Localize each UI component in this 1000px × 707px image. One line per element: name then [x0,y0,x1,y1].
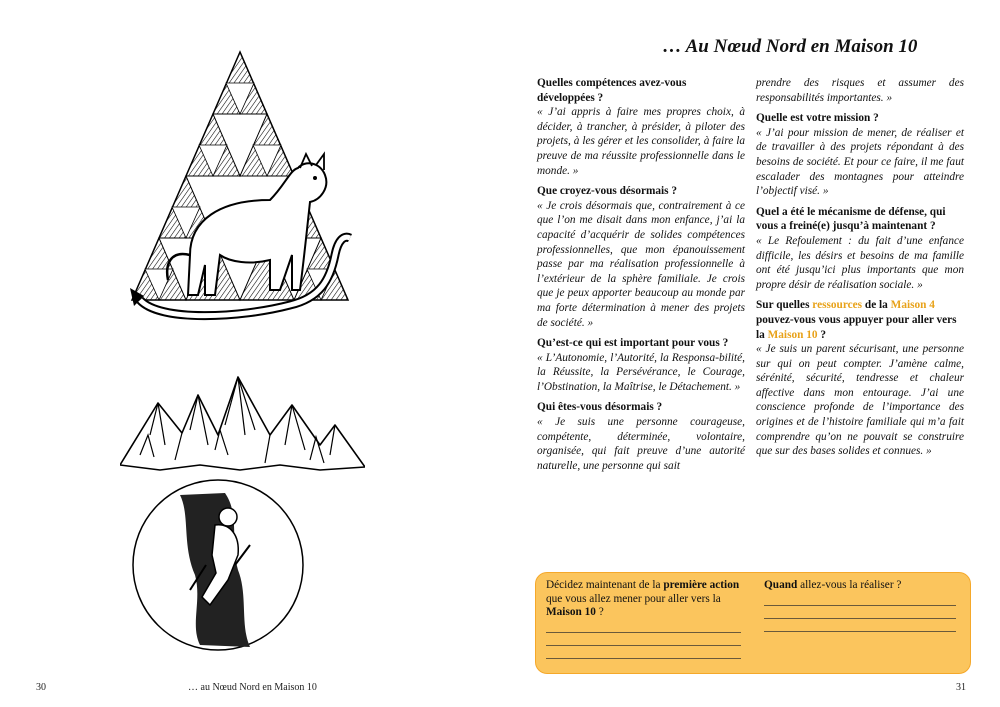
text-column-right [756,76,964,465]
qa-block [537,400,745,473]
answer: « L’Autonomie, l’Autorité, la Responsa-bilité, la Réussite, la Persévérance, le Courage, l’Obstination, la Maîtrise, le Détachement. » [537,351,745,393]
write-line[interactable] [546,620,741,633]
question: Quelles compétences avez-vous développées ? [537,77,687,104]
qa-block [756,76,964,105]
answer-continuation: prendre des risques et assumer des responsabilités importantes. » [756,77,964,104]
write-line[interactable] [546,633,741,646]
highlight-maison-4: Maison 4 [890,299,935,312]
answer: « Je suis un parent sécurisant, une personne sur qui on peut compter. J’amène calme, sérénité, sécurité, tendresse et chaleur affective dans mon entourage. J’ai une conscience profonde de l’importance des origines et de l’histoire familiale qui m’a fait comprendre qu’on ne pouvait se construire que sur des bases solides et connues. » [756,343,964,458]
pyramid-cat-illustration [120,50,360,325]
question-resources [756,298,964,342]
write-line[interactable] [546,646,741,659]
answer: « Le Refoulement : du fait d’une enfance difficile, les désirs et besoins de ma famille ont été jusqu’ici plus importants que mon propre désir de réalisation sociale. » [756,234,964,291]
answer: « Je crois désormais que, contrairement à ce que l’on me disait dans mon enfance, j’ai la capacité d’acquérir de solides compétences professionnelles, que mon épanouissement passe par ma réalisation professionnelle à l’extérieur de la sphère familiale. Je crois que je peux apporter beaucoup au monde par ma forte détermination à mener des projets de société. » [537,199,745,329]
action-when [764,579,956,632]
prompt-part: allez-vous la réaliser ? [797,579,902,591]
action-first-step [546,579,741,659]
page-number-right: 31 [956,682,966,693]
question: Que croyez-vous désormais ? [537,185,678,198]
question: Quelle est votre mission ? [756,112,879,125]
mountain-climber-illustration [120,375,365,660]
qa-block [756,111,964,199]
question-part: pouvez-vous vous appuyer pour aller vers la [756,313,957,341]
action-prompt [546,579,741,620]
answer: « J’ai pour mission de mener, de réaliser et de travailler à des projets répondant à des besoins de société. Et pour ce faire, il me faut escalader des montagnes pour atteindre l’objectif visé. » [756,126,964,198]
question: Qui êtes-vous désormais ? [537,401,663,414]
highlight-ressources: ressources [812,299,863,312]
prompt-part: que vous allez mener pour aller vers la [546,592,721,605]
qa-block [756,205,964,293]
write-line[interactable] [764,619,956,632]
prompt-part: ? [595,606,604,618]
write-line[interactable] [764,593,956,606]
answer: « J’ai appris à faire mes propres choix, à décider, à trancher, à présider, à piloter des projets, à les gérer et les consolider, à faire la preuve de ma réussite professionnelle dans le monde. » [537,106,745,177]
action-box [535,572,971,674]
question-part: Sur quelles [756,299,813,312]
prompt-bold: Maison 10 [546,606,596,618]
right-page [500,0,1000,707]
prompt-bold: Quand [764,579,798,591]
write-line[interactable] [764,606,956,619]
page-title: … Au Nœud Nord en Maison 10 [662,36,918,57]
highlight-maison-10: Maison 10 [767,328,818,341]
question-part: ? [817,328,827,341]
qa-block [537,76,745,178]
qa-block [537,184,745,330]
question-part: de la [862,299,891,312]
qa-block [537,336,745,394]
when-prompt [764,579,956,593]
running-footer-title: … au Nœud Nord en Maison 10 [188,682,317,693]
answer: « Je suis une personne courageuse, compétente, déterminée, volontaire, organisée, qui fait preuve d’une autorité naturelle, une personne qui sait [537,416,745,472]
text-column-left [537,76,745,479]
question: Quel a été le mécanisme de défense, qui vous a freiné(e) jusqu’à maintenant ? [756,205,946,233]
page-number-left: 30 [36,682,46,693]
prompt-bold: première action [663,579,740,591]
prompt-part: Décidez maintenant de la [546,579,664,591]
qa-block [756,298,964,459]
question: Qu’est-ce qui est important pour vous ? [537,337,729,350]
